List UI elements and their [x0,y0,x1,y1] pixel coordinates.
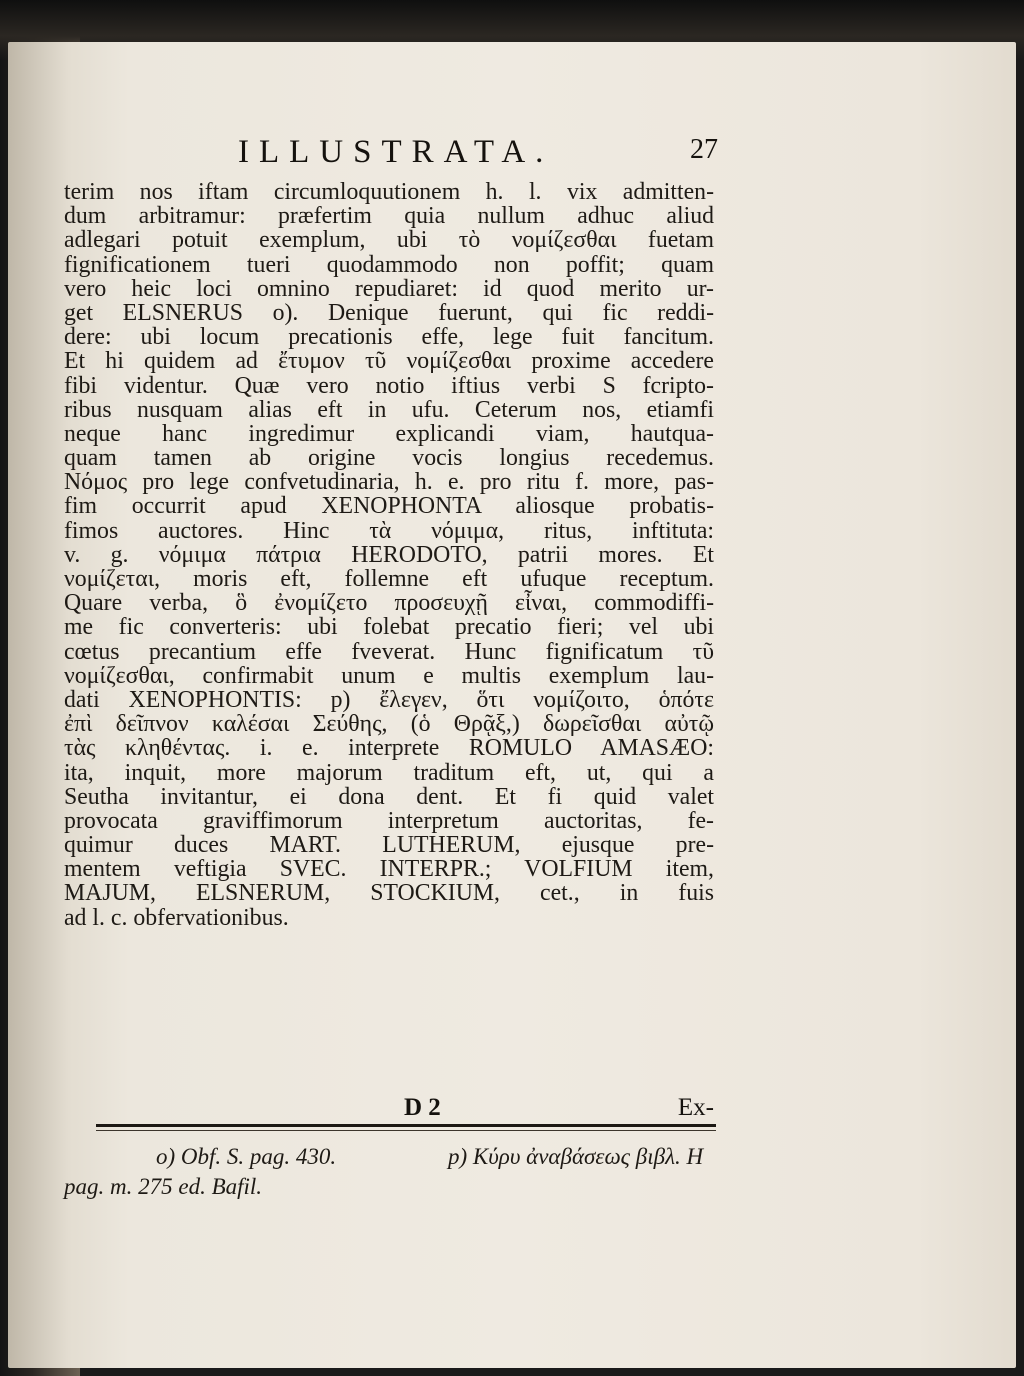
body-line: fibi videntur. Quæ vero notio iftius verbi S fcripto- [64,372,714,399]
body-line: νομίζεται, moris eft, follemne eft ufuque receptum. [64,566,714,592]
catchword: Ex- [677,1094,714,1121]
body-line: mentem veftigia SVEC. INTERPR.; VOLFIUM item, [64,856,714,883]
body-line: dati XENOPHONTIS: p) ἔλεγεν, ὅτι νομίζοιτο, ὁπότε [64,686,714,713]
body-line: MAJUM, ELSNERUM, STOCKIUM, cet., in fuis [64,880,714,907]
body-line: νομίζεσθαι, confirmabit unum e multis exemplum lau- [64,662,714,689]
body-line: fignificationem tueri quodammodo non poffit; quam [64,251,714,278]
body-line: provocata graviffimorum interpretum auctoritas, fe- [64,807,714,834]
running-head-title: ILLUSTRATA. [238,134,554,170]
footnote-rule-thin [96,1130,716,1131]
catch-line [64,1094,714,1124]
signature-mark: D 2 [404,1094,441,1121]
body-line: get ELSNERUS o). Denique fuerunt, qui fic reddi- [64,299,714,326]
body-line: Et hi quidem ad ἔτυμον τῦ νομίζεσθαι proxime accedere [64,348,714,375]
body-line: fimos auctores. Hinc τὰ νόμιμα, ritus, inftituta: [64,517,714,544]
page-number: 27 [690,134,718,165]
footnote-rule [96,1124,716,1127]
body-line: τὰς κληθέντας. i. e. interprete ROMULO AMASÆO: [64,735,714,762]
body-line: ribus nusquam alias eft in ufu. Ceterum nos, etiamfi [64,396,714,423]
body-line: quam tamen ab origine vocis longius recedemus. [64,445,714,472]
body-line: neque hanc ingredimur explicandi viam, hautqua- [64,420,714,447]
body-line: fim occurrit apud XENOPHONTA aliosque probatis- [64,493,714,520]
body-line: dum arbitramur: præfertim quia nullum adhuc aliud [64,203,714,230]
body-line: dere: ubi locum precationis effe, lege fuit fancitum. [64,324,714,351]
running-head [178,134,718,174]
body-line: vero heic loci omnino repudiaret: id quod merito ur- [64,275,714,302]
body-line: cœtus precantium effe fveverat. Hunc fignificatum τῦ [64,638,714,665]
book-page [8,42,1016,1368]
body-line: ἐπὶ δεῖπνον καλέσαι Σεύθης, (ὁ Θρᾷξ,) δωρεῖσθαι αὐτῷ [64,711,714,738]
body-line: ita, inquit, more majorum traditum eft, ut, qui a [64,759,714,786]
body-line: Νόμος pro lege confvetudinaria, h. e. pro ritu f. more, pas- [64,469,714,496]
body-line: Quare verba, ὃ ἐνομίζετο προσευχῇ εἶναι, commodiffi- [64,590,714,617]
footnote-p-continued: pag. m. 275 ed. Bafil. [64,1174,263,1199]
body-line: v. g. νόμιμα πάτρια HERODOTO, patrii mores. Et [64,541,714,568]
footnote-o: o) Obf. S. pag. 430. [156,1144,337,1169]
footnote-p: p) Κύρυ ἀναβάσεως βιβλ. H [448,1144,704,1169]
body-line: me fic converteris: ubi folebat precatio fieri; vel ubi [64,614,714,641]
body-line: ad l. c. obfervationibus. [64,904,289,931]
body-line: Seutha invitantur, ei dona dent. Et fi quid valet [64,783,714,810]
body-line: terim nos iftam circumloquutionem h. l. vix admitten- [64,179,714,205]
body-text [64,180,714,930]
body-line: quimur duces MART. LUTHERUM, ejusque pre- [64,832,714,859]
body-line: adlegari potuit exemplum, ubi τὸ νομίζεσθαι fuetam [64,227,714,254]
